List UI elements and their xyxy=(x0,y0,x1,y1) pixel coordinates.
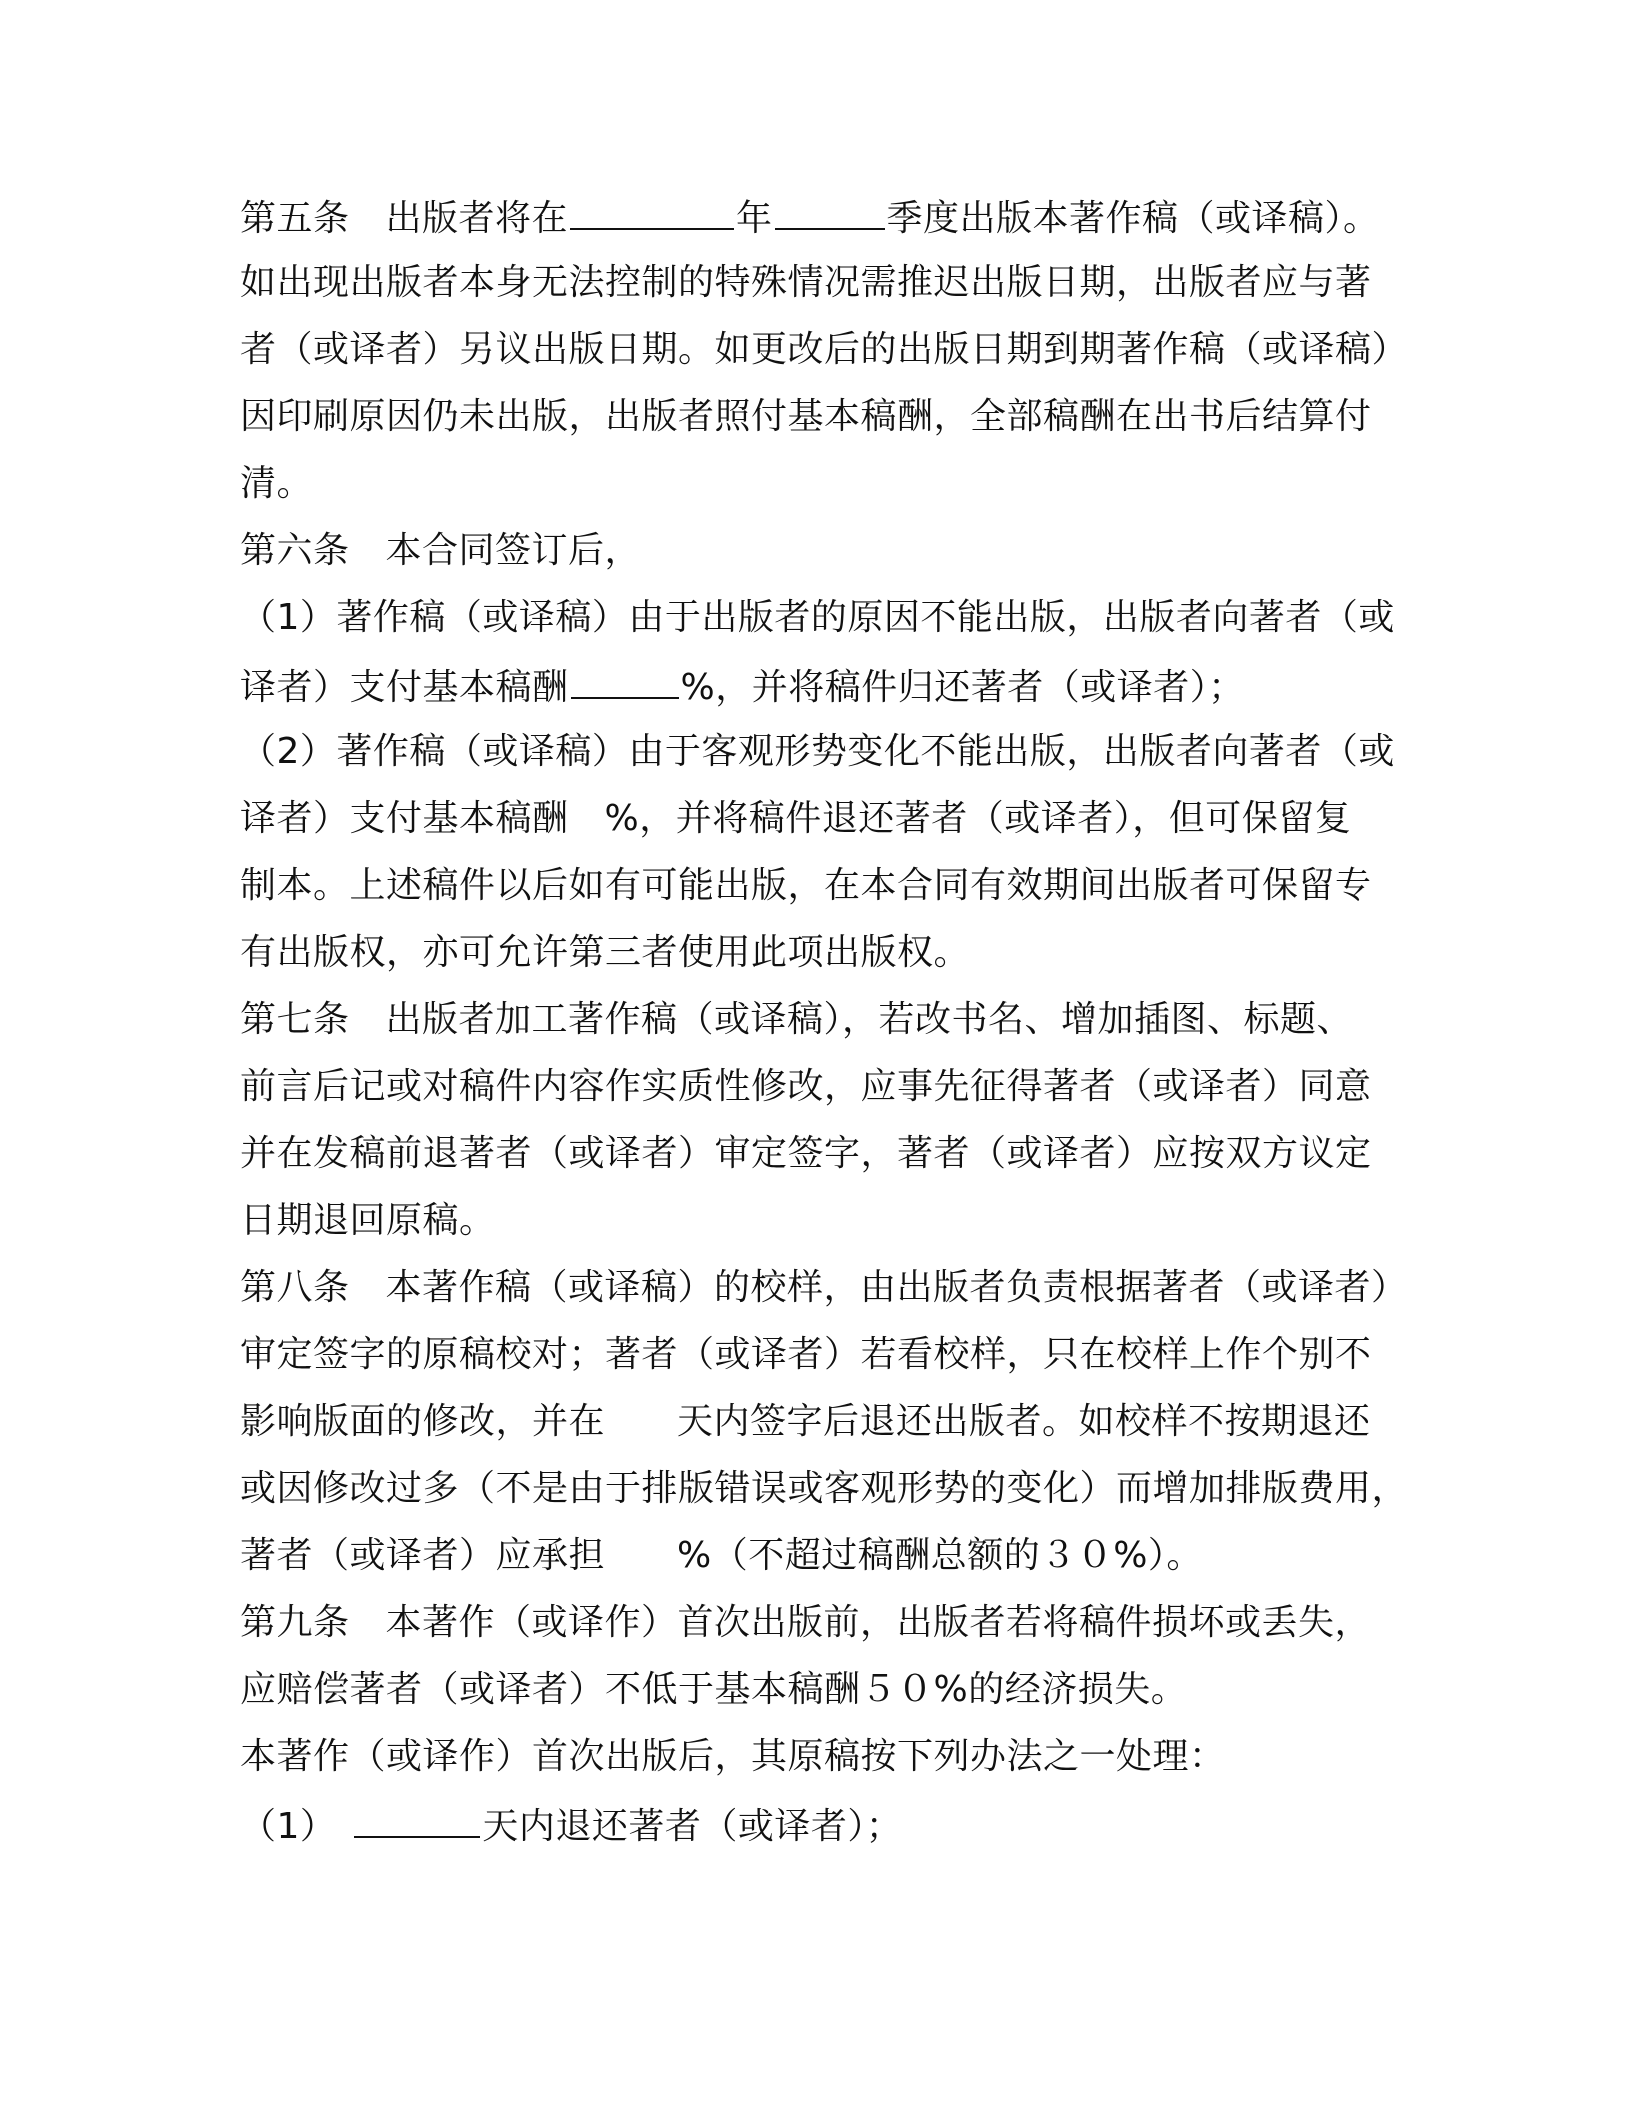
article-5-line-5: 清。 xyxy=(240,463,314,504)
article-5-line-3: 者（或译者）另议出版日期。如更改后的出版日期到期著作稿（或译稿） xyxy=(240,329,1409,370)
article-9-number: 第九条 xyxy=(240,1602,350,1643)
year-blank xyxy=(570,190,734,230)
article-9-line-1: 第九条 本著作（或译作）首次出版前，出版者若将稿件损坏或丢失， xyxy=(240,1602,1372,1643)
article-5-number: 第五条 xyxy=(240,198,350,239)
article-6-clause-2-line-3: 制本。上述稿件以后如有可能出版，在本合同有效期间出版者可保留专 xyxy=(240,865,1372,906)
article-6-clause-2-line-4: 有出版权，亦可允许第三者使用此项出版权。 xyxy=(240,932,971,973)
article-5-line-2: 如出现出版者本身无法控制的特殊情况需推迟出版日期，出版者应与著 xyxy=(240,262,1372,303)
article-5-line-1: 第五条 出版者将在 年 季度出版本著作稿（或译稿）。 xyxy=(240,190,1420,242)
article-6-clause-1-line-1: （1）著作稿（或译稿）由于出版者的原因不能出版，出版者向著者（或 xyxy=(240,597,1395,638)
article-9-line-2: 应赔偿著者（或译者）不低于基本稿酬５０%的经济损失。 xyxy=(240,1669,1188,1710)
article-6-clause-1-line-2: 译者）支付基本稿酬 %，并将稿件归还著者（或译者）； xyxy=(240,659,1420,711)
percent-blank xyxy=(571,659,679,699)
article-8-line-1: 第八条 本著作稿（或译稿）的校样，由出版者负责根据著者（或译者） xyxy=(240,1267,1408,1308)
article-6-clause-2-line-1: （2）著作稿（或译稿）由于客观形势变化不能出版，出版者向著者（或 xyxy=(240,731,1395,772)
article-6-number: 第六条 xyxy=(240,530,350,571)
article-7-line-1: 第七条 出版者加工著作稿（或译稿），若改书名、增加插图、标题、 xyxy=(240,999,1354,1040)
article-8-line-3: 影响版面的修改，并在 天内签字后退还出版者。如校样不按期退还 xyxy=(240,1401,1371,1442)
article-8-number: 第八条 xyxy=(240,1267,350,1308)
article-5-line-4: 因印刷原因仍未出版，出版者照付基本稿酬，全部稿酬在出书后结算付 xyxy=(240,396,1372,437)
days-blank xyxy=(354,1798,480,1838)
article-6-line-1: 第六条 本合同签订后， xyxy=(240,530,642,571)
article-7-line-4: 日期退回原稿。 xyxy=(240,1200,496,1241)
article-8-line-5: 著者（或译者）应承担 %（不超过稿酬总额的３０%）。 xyxy=(240,1535,1203,1576)
article-7-line-2: 前言后记或对稿件内容作实质性修改，应事先征得著者（或译者）同意 xyxy=(240,1066,1372,1107)
article-9-clause-1: （1） 天内退还著者（或译者）； xyxy=(240,1798,1420,1850)
quarter-blank xyxy=(775,190,885,230)
article-9-line-3: 本著作（或译作）首次出版后，其原稿按下列办法之一处理： xyxy=(240,1736,1226,1777)
article-7-line-3: 并在发稿前退著者（或译者）审定签字，著者（或译者）应按双方议定 xyxy=(240,1133,1372,1174)
article-8-line-4: 或因修改过多（不是由于排版错误或客观形势的变化）而增加排版费用， xyxy=(240,1468,1409,1509)
article-8-line-2: 审定签字的原稿校对；著者（或译者）若看校样，只在校样上作个别不 xyxy=(240,1334,1372,1375)
article-6-clause-2-line-2: 译者）支付基本稿酬 %，并将稿件退还著者（或译者），但可保留复 xyxy=(240,798,1352,839)
article-7-number: 第七条 xyxy=(240,999,350,1040)
